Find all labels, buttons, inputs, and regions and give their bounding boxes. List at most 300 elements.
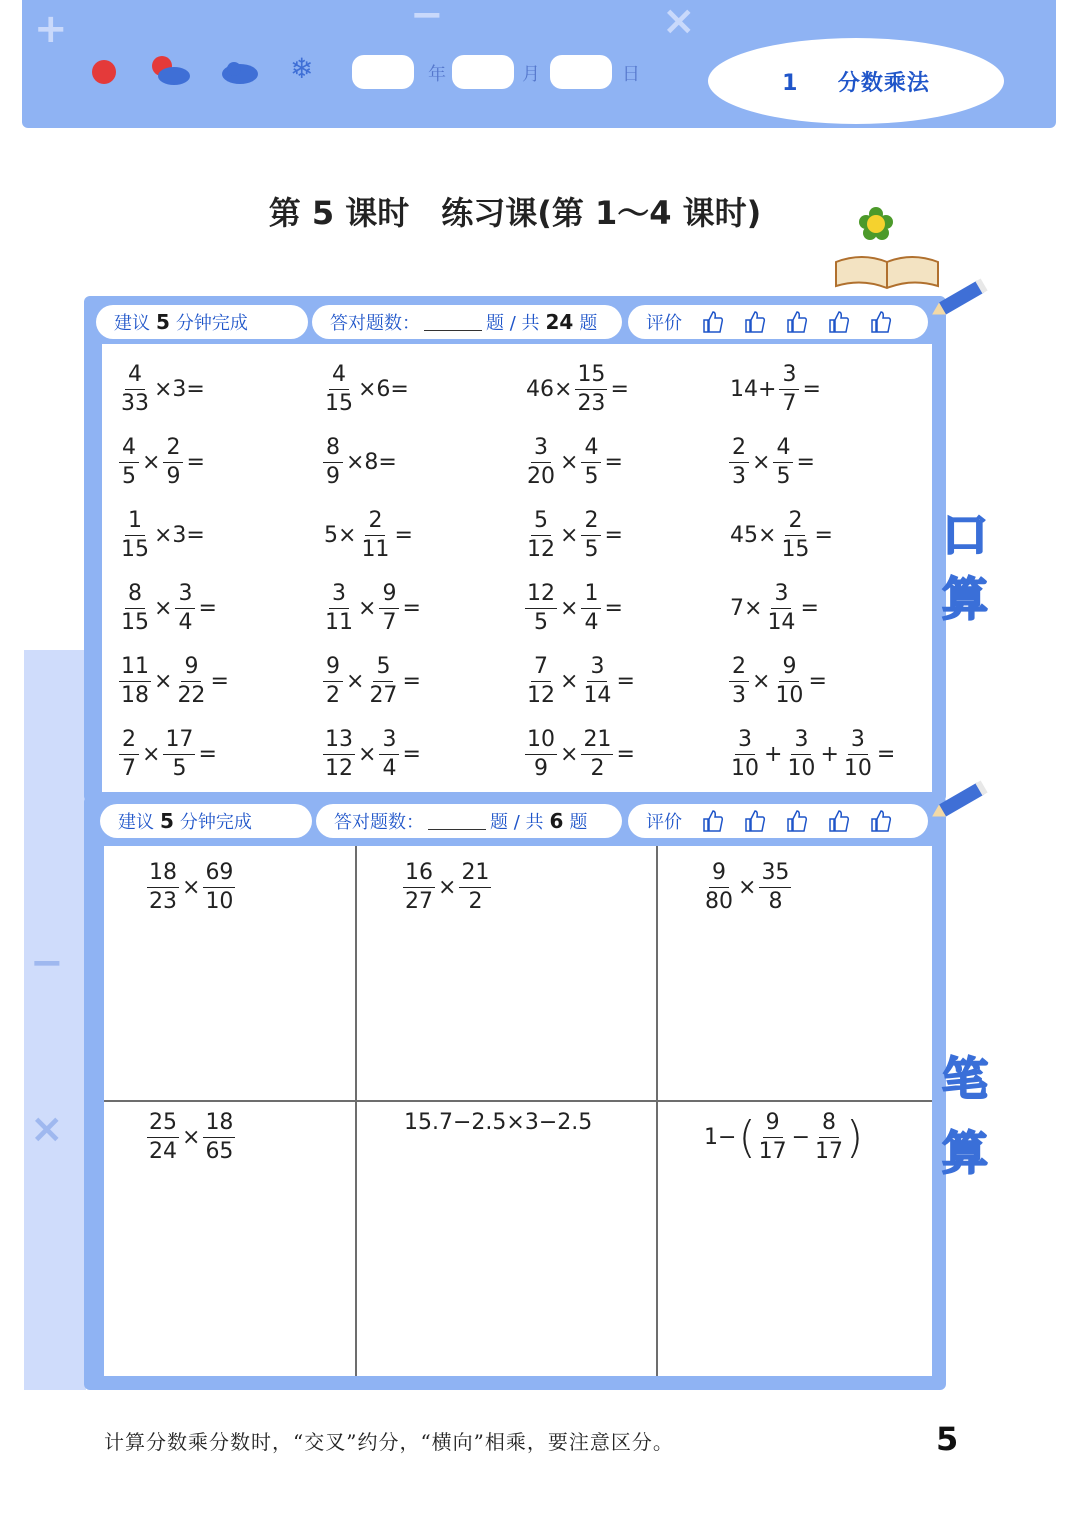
expression-text: ×3= <box>154 377 205 402</box>
fraction <box>729 654 749 709</box>
oral-problem <box>322 727 423 782</box>
minus-decoration: − <box>410 0 444 38</box>
unit-badge <box>708 38 1004 124</box>
numerator: 3 <box>848 727 868 755</box>
oral-problem <box>118 362 207 417</box>
expression-text: × <box>182 875 201 900</box>
fraction <box>323 654 343 709</box>
fraction <box>525 581 557 636</box>
oral-problem <box>118 727 219 782</box>
score-label: 答对题数： <box>334 812 424 833</box>
numerator: 3 <box>587 654 607 682</box>
unit-heading <box>708 66 1004 97</box>
numerator: 13 <box>323 727 355 755</box>
oral-problem <box>322 362 411 417</box>
written-problem <box>146 860 236 915</box>
numerator: 2 <box>119 727 139 755</box>
evaluation <box>628 305 928 339</box>
denominator: 33 <box>121 391 149 416</box>
expression-text: = <box>604 523 623 548</box>
numerator: 2 <box>729 435 749 463</box>
denominator: 5 <box>776 464 791 489</box>
expression-text: × <box>738 875 757 900</box>
numerator: 2 <box>581 508 601 536</box>
fraction <box>163 727 195 782</box>
cloud-icon[interactable] <box>220 58 260 86</box>
numerator: 4 <box>119 435 139 463</box>
header-banner <box>22 0 1056 128</box>
numerator: 3 <box>779 362 799 390</box>
fraction <box>175 581 195 636</box>
numerator: 9 <box>379 581 399 609</box>
denominator: 7 <box>122 756 136 781</box>
expression-text: = <box>808 669 827 694</box>
suggest-label: 建议 <box>114 313 150 334</box>
denominator: 12 <box>527 537 555 562</box>
numerator: 18 <box>203 1110 235 1138</box>
plus-decoration: + <box>34 6 68 52</box>
numerator: 3 <box>531 435 551 463</box>
expression-text: × <box>142 450 161 475</box>
expression-text: 45× <box>730 523 777 548</box>
expression-text: 14+ <box>730 377 777 402</box>
fraction <box>119 654 151 709</box>
oral-problem <box>118 435 207 490</box>
fraction <box>119 362 151 417</box>
numerator: 9 <box>763 1110 783 1138</box>
denominator: 27 <box>405 889 433 914</box>
expression-text: ×3= <box>154 523 205 548</box>
denominator: 14 <box>767 610 796 635</box>
expression-text: = <box>402 742 421 767</box>
written-problem <box>702 1110 863 1165</box>
numerator: 15 <box>575 362 607 390</box>
numerator: 21 <box>459 860 491 888</box>
fraction <box>525 508 557 563</box>
written-problem <box>702 860 792 915</box>
day-field[interactable] <box>550 55 612 89</box>
numerator: 25 <box>147 1110 179 1138</box>
fraction <box>323 581 355 636</box>
suggest-suffix: 分钟完成 <box>179 812 252 833</box>
oral-problem <box>322 581 423 636</box>
fraction <box>119 727 139 782</box>
expression-text: = <box>198 596 217 621</box>
oral-problem <box>118 508 207 563</box>
expression-text: 46× <box>526 377 573 402</box>
minus-decoration: − <box>30 940 64 986</box>
oral-problem <box>728 435 817 490</box>
numerator: 8 <box>819 1110 839 1138</box>
flower-icon <box>858 206 894 242</box>
oral-problem <box>524 362 631 417</box>
score-tally <box>312 305 622 339</box>
month-field[interactable] <box>452 55 514 89</box>
denominator: 2 <box>326 683 340 708</box>
numerator: 7 <box>531 654 551 682</box>
denominator: 80 <box>705 889 733 914</box>
oral-problem <box>524 727 637 782</box>
denominator: 22 <box>177 683 206 708</box>
fraction <box>765 581 797 636</box>
denominator: 10 <box>205 889 234 914</box>
fraction <box>813 1110 845 1165</box>
expression-text: × <box>560 523 579 548</box>
fraction <box>147 1110 179 1165</box>
expression-text: = <box>802 377 821 402</box>
numerator: 4 <box>329 362 349 390</box>
denominator: 5 <box>122 464 136 489</box>
denominator: 15 <box>781 537 810 562</box>
fraction <box>581 581 601 636</box>
parenthesis: ) <box>846 1111 864 1163</box>
fraction <box>759 860 791 915</box>
thumbs-up-icon[interactable] <box>744 808 766 834</box>
score-label: 答对题数： <box>330 313 420 334</box>
written-side-label-1: 笔 <box>942 1052 988 1106</box>
year-label: 年 <box>428 64 446 85</box>
thumbs-up-icon[interactable] <box>744 309 766 335</box>
denominator: 8 <box>768 889 783 914</box>
oral-problem <box>322 508 415 563</box>
expression-text: = <box>796 450 815 475</box>
time-suggestion <box>96 305 308 339</box>
snow-icon[interactable]: ❄ <box>290 52 314 85</box>
numerator: 12 <box>525 581 557 609</box>
numerator: 2 <box>365 508 385 536</box>
numerator: 1 <box>581 581 601 609</box>
fraction <box>203 1110 235 1165</box>
fraction <box>459 860 491 915</box>
fraction <box>581 654 613 709</box>
grid-divider <box>355 846 357 1376</box>
fraction <box>163 435 183 490</box>
fraction <box>323 435 343 490</box>
eval-label: 评价 <box>646 812 682 833</box>
suggest-minutes: 5 <box>156 310 170 334</box>
denominator: 11 <box>325 610 353 635</box>
denominator: 10 <box>787 756 816 781</box>
numerator: 69 <box>203 860 235 888</box>
expression-text: × <box>358 596 377 621</box>
expression-text: − <box>791 1125 811 1150</box>
parenthesis: ( <box>738 1111 756 1163</box>
denominator: 15 <box>121 537 149 562</box>
numerator: 3 <box>175 581 195 609</box>
thumbs-up-icon[interactable] <box>702 309 724 335</box>
expression-text: = <box>402 596 421 621</box>
expression-text: × <box>154 596 173 621</box>
numerator: 16 <box>403 860 435 888</box>
denominator: 9 <box>326 464 340 489</box>
day-label: 日 <box>622 64 640 85</box>
year-field[interactable] <box>352 55 414 89</box>
oral-problem <box>524 654 637 709</box>
month-label: 月 <box>522 64 540 85</box>
fraction <box>703 860 735 915</box>
denominator: 24 <box>149 1139 177 1164</box>
numerator: 5 <box>373 654 393 682</box>
expression-text: 1− <box>704 1125 737 1150</box>
score-total: 24 <box>545 310 574 334</box>
fraction <box>359 508 391 563</box>
times-decoration: × <box>662 0 696 44</box>
denominator: 11 <box>361 537 390 562</box>
expression-text: = <box>610 377 629 402</box>
oral-problem <box>524 581 625 636</box>
fraction <box>119 508 151 563</box>
fraction <box>379 581 399 636</box>
oral-problem <box>118 581 219 636</box>
numerator: 1 <box>125 508 145 536</box>
thumbs-up-icon[interactable] <box>786 309 808 335</box>
expression-text: = <box>604 596 623 621</box>
numerator: 2 <box>729 654 749 682</box>
fraction <box>757 1110 789 1165</box>
numerator: 5 <box>531 508 551 536</box>
numerator: 4 <box>581 435 601 463</box>
denominator: 10 <box>843 756 872 781</box>
fraction <box>119 435 139 490</box>
score-suffix: 题 <box>569 812 588 833</box>
score-tally <box>316 804 622 838</box>
fraction <box>729 727 761 782</box>
expression-text: × <box>560 450 579 475</box>
expression-text: × <box>560 669 579 694</box>
unit-title: 分数乘法 <box>837 71 930 96</box>
thumbs-up-icon[interactable] <box>828 309 850 335</box>
fraction <box>119 581 151 636</box>
fraction <box>581 435 601 490</box>
expression-text: ×6= <box>358 377 409 402</box>
fraction <box>175 654 207 709</box>
oral-side-label-1: 口 <box>942 508 988 562</box>
numerator: 4 <box>773 435 793 463</box>
oral-problem <box>728 727 897 782</box>
oral-problem <box>728 581 821 636</box>
denominator: 9 <box>534 756 548 781</box>
suggest-label: 建议 <box>118 812 154 833</box>
expression-text: = <box>814 523 833 548</box>
thumbs-up-icon[interactable] <box>870 808 892 834</box>
times-decoration: × <box>30 1106 64 1152</box>
grid-divider <box>656 846 658 1376</box>
denominator: 65 <box>205 1139 234 1164</box>
thumbs-up-icon[interactable] <box>828 808 850 834</box>
oral-side-label-2: 算 <box>942 572 988 626</box>
expression-text: = <box>402 669 421 694</box>
written-side-label-2: 算 <box>942 1126 988 1180</box>
expression-text: = <box>210 669 229 694</box>
cloudy-sun-icon[interactable] <box>148 52 192 88</box>
numerator: 11 <box>119 654 151 682</box>
numerator: 9 <box>709 860 729 888</box>
expression-text: × <box>182 1125 201 1150</box>
fraction <box>773 654 805 709</box>
suggest-minutes: 5 <box>160 809 174 833</box>
score-suffix: 题 <box>579 313 598 334</box>
fraction <box>367 654 399 709</box>
numerator: 9 <box>323 654 343 682</box>
fraction <box>779 508 811 563</box>
denominator: 18 <box>121 683 149 708</box>
numerator: 35 <box>759 860 791 888</box>
numerator: 8 <box>125 581 145 609</box>
numerator: 3 <box>735 727 755 755</box>
denominator: 2 <box>590 756 605 781</box>
oral-problem <box>118 654 231 709</box>
denominator: 17 <box>815 1139 844 1164</box>
expression-text: = <box>186 450 205 475</box>
thumbs-up-icon[interactable] <box>870 309 892 335</box>
footer-tip: 计算分数乘分数时，“交叉”约分，“横向”相乘，要注意区分。 <box>104 1430 674 1454</box>
written-problem <box>146 1110 236 1165</box>
sunny-icon[interactable] <box>90 58 118 86</box>
written-problem <box>402 1110 594 1135</box>
fraction <box>379 727 399 782</box>
expression-text: 7× <box>730 596 763 621</box>
oral-problem <box>728 362 823 417</box>
numerator: 18 <box>147 860 179 888</box>
denominator: 4 <box>584 610 599 635</box>
numerator: 3 <box>379 727 399 755</box>
oral-problem <box>322 654 423 709</box>
denominator: 20 <box>527 464 555 489</box>
denominator: 15 <box>325 391 353 416</box>
score-total: 6 <box>549 809 564 833</box>
numerator: 17 <box>163 727 195 755</box>
page-number: 5 <box>936 1420 959 1458</box>
denominator: 5 <box>534 610 548 635</box>
expression-text: × <box>142 742 161 767</box>
fraction <box>575 362 607 417</box>
fraction <box>779 362 799 417</box>
lesson-title: 第 5 课时 练习课(第 1～4 课时) <box>268 194 762 232</box>
expression-text: × <box>752 450 771 475</box>
denominator: 5 <box>584 464 599 489</box>
grid-divider <box>104 1100 932 1102</box>
denominator: 7 <box>382 610 397 635</box>
fraction <box>403 860 435 915</box>
unit-number: 1 <box>782 71 799 96</box>
fraction <box>785 727 817 782</box>
oral-problem <box>728 654 829 709</box>
score-blank[interactable] <box>424 313 482 331</box>
expression-text: × <box>154 669 173 694</box>
open-book-icon <box>832 248 942 290</box>
denominator: 9 <box>166 464 181 489</box>
expression-text: × <box>438 875 457 900</box>
numerator: 3 <box>329 581 349 609</box>
denominator: 12 <box>325 756 353 781</box>
denominator: 23 <box>577 391 606 416</box>
expression-text: + <box>764 742 783 767</box>
denominator: 14 <box>583 683 612 708</box>
fraction <box>525 435 557 490</box>
fraction <box>525 727 557 782</box>
expression-text: = <box>616 669 635 694</box>
expression-text: × <box>358 742 377 767</box>
fraction <box>581 508 601 563</box>
suggest-suffix: 分钟完成 <box>175 313 248 334</box>
fraction <box>147 860 179 915</box>
numerator: 10 <box>525 727 557 755</box>
numerator: 4 <box>125 362 145 390</box>
numerator: 9 <box>779 654 799 682</box>
evaluation <box>628 804 928 838</box>
oral-problem <box>322 435 399 490</box>
expression-text: × <box>346 669 365 694</box>
denominator: 3 <box>732 683 746 708</box>
expression-text: = <box>198 742 217 767</box>
numerator: 3 <box>791 727 811 755</box>
score-blank[interactable] <box>428 812 486 830</box>
score-mid: 题 / 共 <box>490 812 544 833</box>
denominator: 4 <box>382 756 397 781</box>
expression-text: 5× <box>324 523 357 548</box>
denominator: 5 <box>584 537 599 562</box>
score-mid: 题 / 共 <box>486 313 540 334</box>
numerator: 3 <box>771 581 791 609</box>
oral-problem <box>728 508 835 563</box>
denominator: 15 <box>121 610 149 635</box>
fraction <box>323 362 355 417</box>
denominator: 5 <box>172 756 187 781</box>
numerator: 2 <box>785 508 805 536</box>
fraction <box>581 727 613 782</box>
expression-text: × <box>752 669 771 694</box>
fraction <box>525 654 557 709</box>
expression-text: = <box>394 523 413 548</box>
oral-problem <box>524 435 625 490</box>
denominator: 27 <box>369 683 398 708</box>
fraction <box>729 435 749 490</box>
eval-label: 评价 <box>646 313 682 334</box>
expression-text: 15.7−2.5×3−2.5 <box>404 1110 593 1135</box>
denominator: 2 <box>468 889 483 914</box>
expression-text: = <box>876 742 896 767</box>
expression-text: ×8= <box>346 450 397 475</box>
expression-text: × <box>560 596 579 621</box>
expression-text: = <box>800 596 819 621</box>
denominator: 10 <box>775 683 804 708</box>
expression-text: × <box>560 742 579 767</box>
denominator: 7 <box>782 391 797 416</box>
numerator: 2 <box>163 435 183 463</box>
numerator: 21 <box>581 727 613 755</box>
written-problem <box>402 860 492 915</box>
thumbs-up-icon[interactable] <box>702 808 724 834</box>
denominator: 17 <box>758 1139 787 1164</box>
denominator: 4 <box>178 610 193 635</box>
expression-text: + <box>820 742 839 767</box>
thumbs-up-icon[interactable] <box>786 808 808 834</box>
time-suggestion <box>100 804 312 838</box>
denominator: 10 <box>731 756 759 781</box>
oral-problem <box>524 508 625 563</box>
numerator: 9 <box>181 654 201 682</box>
fraction <box>773 435 793 490</box>
denominator: 3 <box>732 464 746 489</box>
expression-text: = <box>604 450 623 475</box>
fraction <box>203 860 235 915</box>
fraction <box>842 727 874 782</box>
fraction <box>323 727 355 782</box>
denominator: 12 <box>527 683 555 708</box>
left-side-tab <box>24 650 86 1390</box>
expression-text: = <box>616 742 635 767</box>
denominator: 23 <box>149 889 177 914</box>
